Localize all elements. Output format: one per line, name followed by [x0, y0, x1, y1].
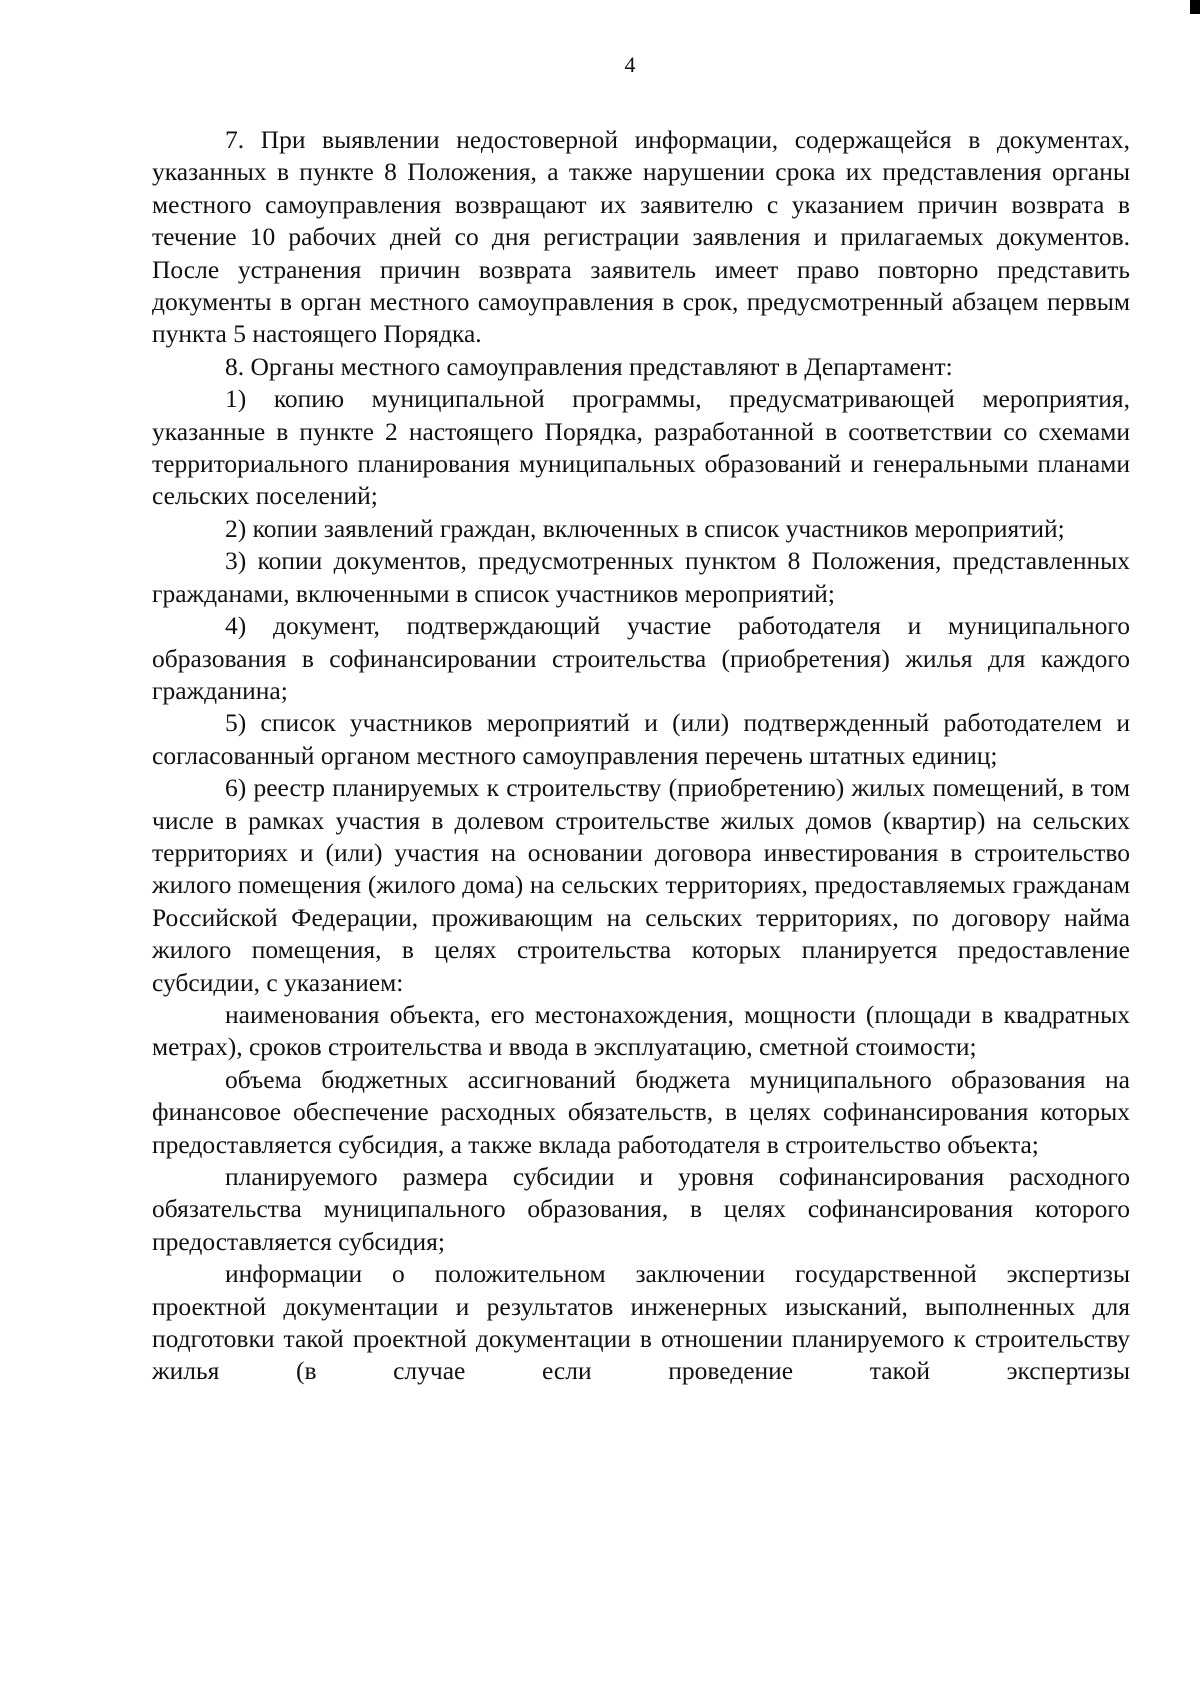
sub-item-subsidy-size: планируемого размера субсидии и уровня софинансирования расходного обязательства муниципального образования, в целях софинансирования которого предоставляется субсидия; [152, 1162, 1130, 1256]
sub-item-object-name: наименования объекта, его местонахождения, мощности (площади в квадратных метрах), сроков строительства и ввода в эксплуатацию, сметной стоимости; [152, 999, 1130, 1062]
list-item-4: 4) документ, подтверждающий участие работодателя и муниципального образования в софинансировании строительства (приобретения) жилья для каждого гражданина; [152, 611, 1130, 705]
sub-item-budget-volume: объема бюджетных ассигнований бюджета муниципального образования на финансовое обеспечение расходных обязательств, в целях софинансирования которых предоставляется субсидия, а также вклада работодателя в строительство объекта; [152, 1064, 1130, 1159]
list-item-1: 1) копию муниципальной программы, предусматривающей мероприятия, указанные в пункте 2 настоящего Порядка, разработанной в соответствии со схемами территориального планирования муниципальных образований и генеральными планами сельских поселений; [152, 384, 1130, 511]
list-item-5: 5) список участников мероприятий и (или) подтвержденный работодателем и согласованный органом местного самоуправления перечень штатных единиц; [152, 708, 1130, 770]
document-body [152, 124, 1130, 1388]
scan-corner-mark [1190, 0, 1200, 14]
paragraph-item-8: 8. Органы местного самоуправления представляют в Департамент: [225, 351, 953, 381]
list-item-2: 2) копии заявлений граждан, включенных в список участников мероприятий; [225, 513, 1065, 543]
list-item-3: 3) копии документов, предусмотренных пунктом 8 Положения, представленных гражданами, включенными в список участников мероприятий; [152, 546, 1130, 608]
page-number: 4 [624, 52, 636, 77]
paragraph-item-7: 7. При выявлении недостоверной информации, содержащейся в документах, указанных в пункте 8 Положения, а также нарушении срока их представления органы местного самоуправления возвращают их заявителю с указанием причин возврата в течение 10 рабочих дней со дня регистрации заявления и прилагаемых документов. После устранения причин возврата заявитель имеет право повторно представить документы в орган местного самоуправления в срок, предусмотренный абзацем первым пункта 5 настоящего Порядка. [152, 125, 1130, 349]
list-item-6: 6) реестр планируемых к строительству (приобретению) жилых помещений, в том числе в рамках участия в долевом строительстве жилых домов (квартир) на сельских территориях и (или) участия на основании договора инвестирования в строительство жилого помещения (жилого дома) на сельских территориях, предоставляемых гражданам Российской Федерации, проживающим на сельских территориях, по договору найма жилого помещения, в целях строительства которых планируется предоставление субсидии, с указанием: [152, 773, 1130, 997]
sub-item-expertise-info: информации о положительном заключении государственной экспертизы проектной документации и результатов инженерных изысканий, выполненных для подготовки такой проектной документации в отношении планируемого к строительству жилья (в случае если проведение такой экспертизы [152, 1259, 1130, 1386]
